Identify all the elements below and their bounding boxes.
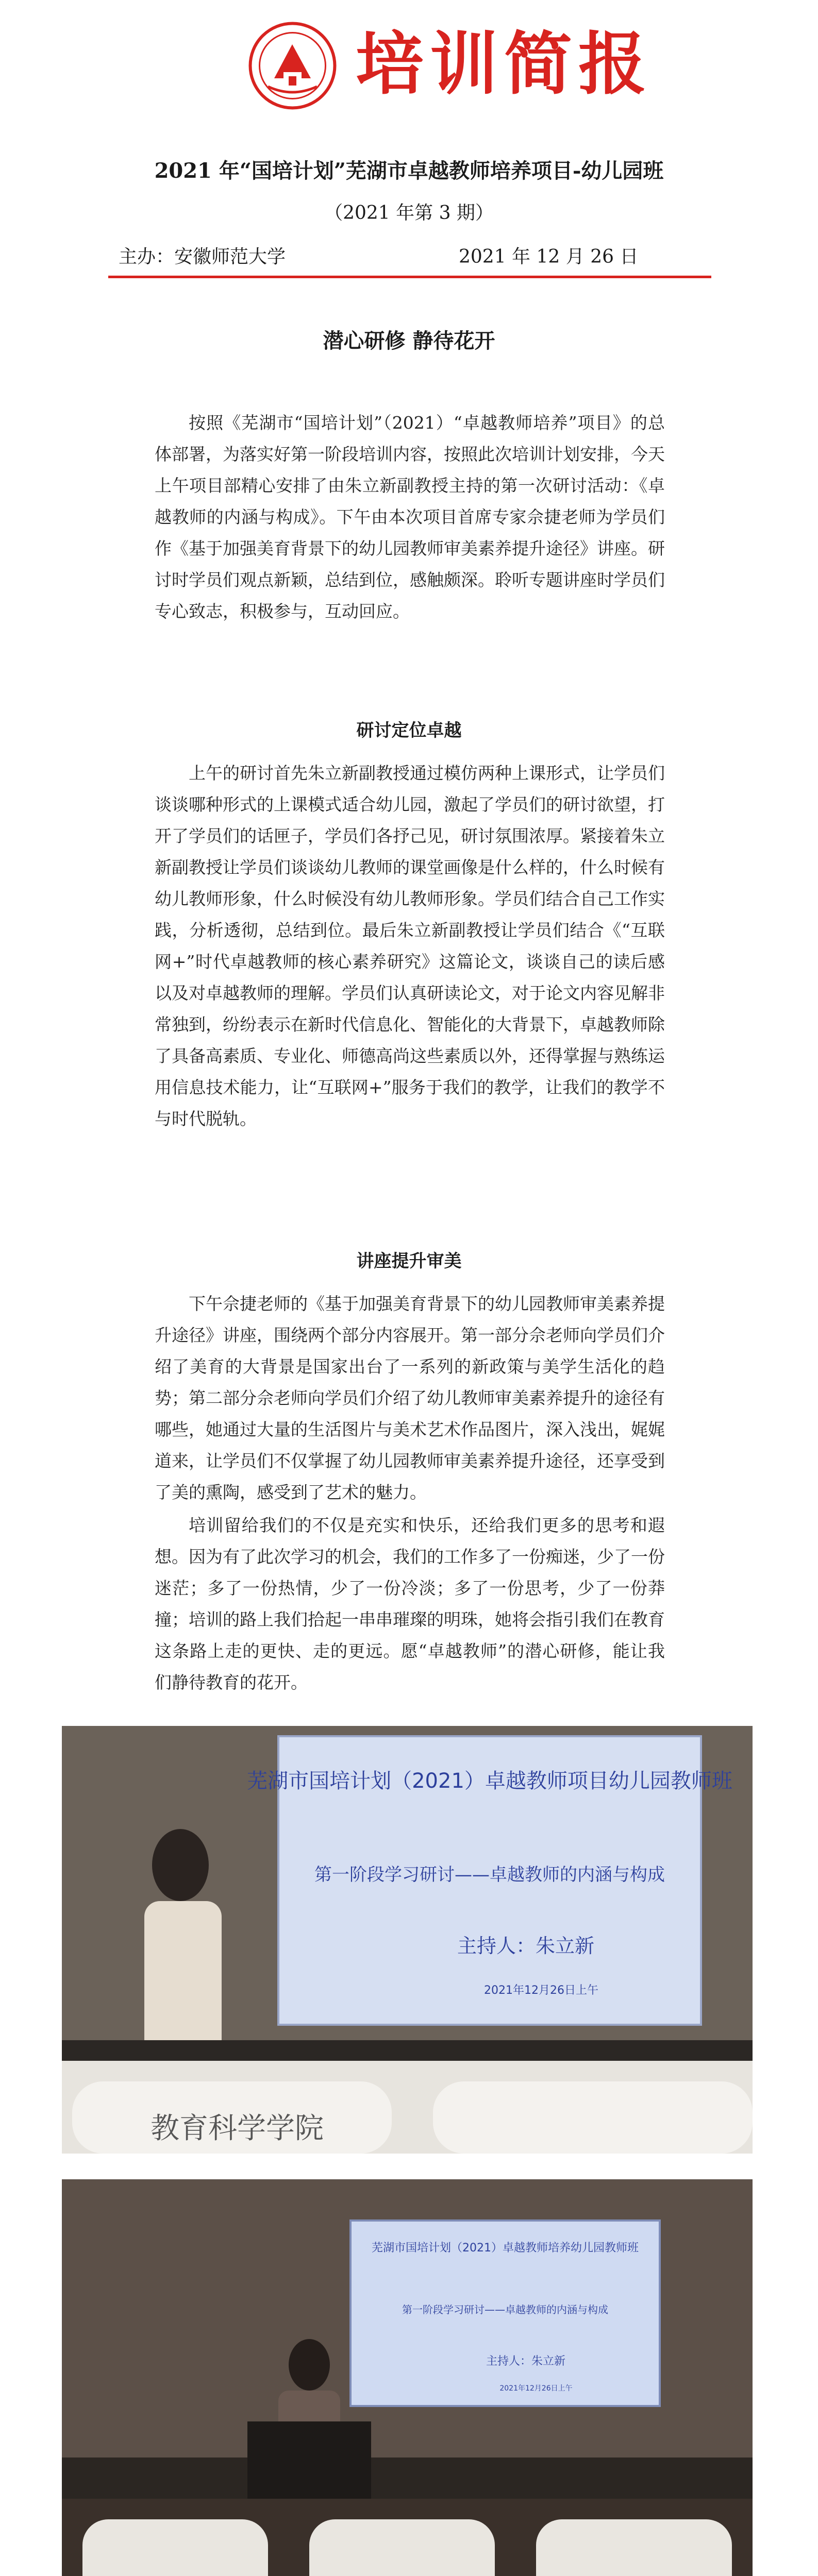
masthead-title: 培训简报 [356,25,653,104]
slide-host: 主持人：朱立新 [486,2355,566,2368]
masthead-header [0,0,818,118]
slide-title: 芜湖市国培计划（2021）卓越教师项目幼儿园教师班 [247,1769,732,1793]
header-divider [108,276,711,278]
slide-date: 2021年12月26日上午 [499,2384,573,2393]
slide-title: 芜湖市国培计划（2021）卓越教师培养幼儿园教师班 [372,2242,639,2255]
article-headline: 潜心研修 静待花开 [323,329,495,353]
slide-host: 主持人：朱立新 [457,1935,595,1957]
intro-paragraph: 按照《芜湖市“国培计划”（2021）“卓越教师培养”项目》的总体部署，为落实好第一阶段培训内容，按照此次培训计划安排，今天上午项目部精心安排了由朱立新副教授主持的第一次研讨活动：《卓越教师的内涵与构成》。下午由本次项目首席专家佘捷老师为学员们作《基于加强美育背景下的幼儿园教师审美素养提升途径》讲座。研讨时学员们观点新颖，总结到位，感触颇深。聆听专题讲座时学员们专心致志，积极参与，互动回应。 [155,413,665,621]
slide-subtitle: 第一阶段学习研讨——卓越教师的内涵与构成 [314,1865,665,1885]
lecture-paragraph: 下午佘捷老师的《基于加强美育背景下的幼儿园教师审美素养提升途径》讲座，围绕两个部分内容展开。第一部分佘老师向学员们介绍了美育的大背景是国家出台了一系列的新政策与美学生活化的趋势；第二部分佘老师向学员们介绍了幼儿教师审美素养提升的途径有哪些，她通过大量的生活图片与美术艺术作品图片，深入浅出，娓娓道来，让学员们不仅掌握了幼儿园教师审美素养提升途径，还享受到了美的熏陶，感受到了艺术的魅力。 [155,1294,665,1502]
issue-number: （2021 年第 3 期） [324,202,494,224]
slide-date: 2021年12月26日上午 [484,1984,598,1997]
slide-subtitle: 第一阶段学习研讨——卓越教师的内涵与构成 [402,2303,608,2316]
issue-title: 2021 年“国培计划”芜湖市卓越教师培养项目-幼儿园班 [154,159,664,183]
section-heading-discussion: 研讨定位卓越 [356,720,462,741]
section-heading-lecture: 讲座提升审美 [356,1251,462,1272]
discussion-paragraph: 上午的研讨首先朱立新副教授通过模仿两种上课形式，让学员们谈谈哪种形式的上课模式适合幼儿园，激起了学员们的研讨欲望，打开了学员们的话匣子，学员们各抒己见，研讨氛围浓厚。紧接着朱立新副教授让学员们谈谈幼儿教师的课堂画像是什么样的，什么时候有幼儿教师形象，什么时候没有幼儿教师形象。学员们结合自己工作实践，分析透彻，总结到位。最后朱立新副教授让学员们结合《“互联网+”时代卓越教师的核心素养研究》这篇论文，谈谈自己的读后感以及对卓越教师的理解。学员们认真研读论文，对于论文内容见解非常独到，纷纷表示在新时代信息化、智能化的大背景下，卓越教师除了具备高素质、专业化、师德高尚这些素质以外，还得掌握与熟练运用信息技术能力，让“互联网+”服务于我们的教学，让我们的教学不与时代脱轨。 [155,763,665,1129]
issue-date: 2021 年 12 月 26 日 [459,246,639,267]
closing-paragraph: 培训留给我们的不仅是充实和快乐，还给我们更多的思考和遐想。因为有了此次学习的机会，我们的工作多了一份痴迷，少了一份迷茫；多了一份热情，少了一份冷淡；多了一份思考，少了一份莽撞；培训的路上我们拾起一串串璀璨的明珠，她将会指引我们在教育这条路上走的更快、走的更远。愿“卓越教师”的潜心研修，能让我们静待教育的花开。 [155,1515,665,1692]
university-seal-logo [247,21,338,111]
training-photo-2 [62,2179,753,2576]
desk-label: 教育科学学院 [151,2112,324,2145]
host-organization: 主办：安徽师范大学 [119,246,286,267]
training-photo-1 [62,1726,753,2154]
